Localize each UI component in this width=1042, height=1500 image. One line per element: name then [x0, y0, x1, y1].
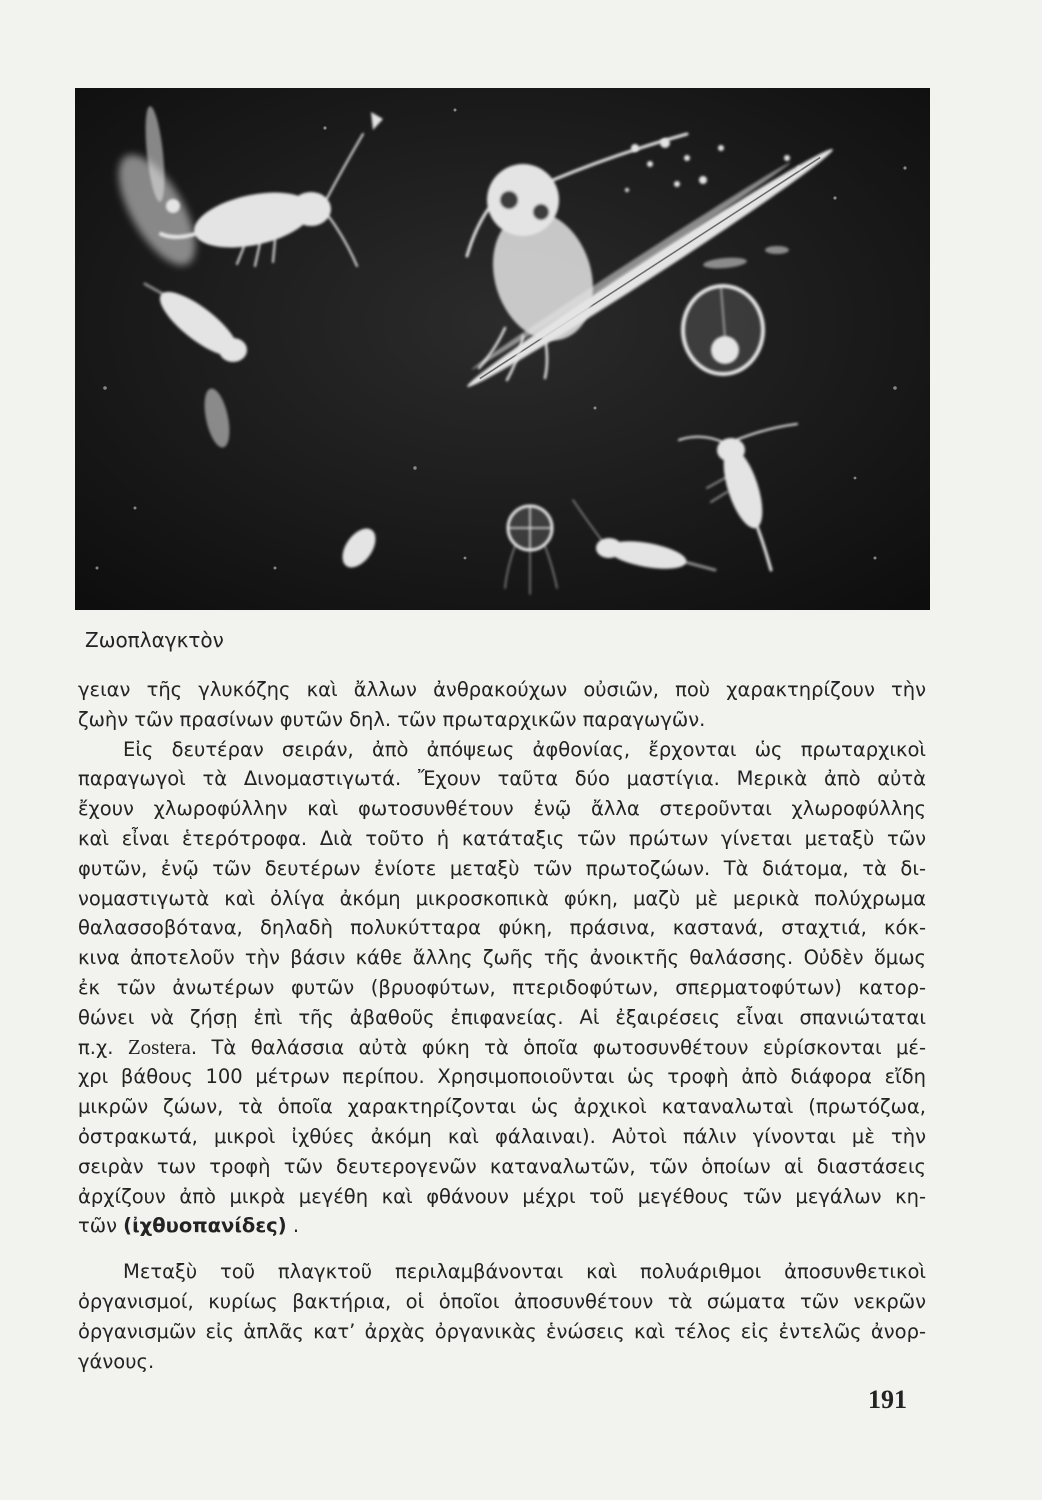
text-segment: . Τὰ θαλάσσια αὐτὰ φύκη τὰ ὁποῖα φωτοσυνθέτουν εὑρίσκονται μέ-	[190, 1035, 926, 1059]
body-text	[78, 675, 926, 1376]
paragraph-2	[78, 735, 926, 1242]
text-line: ἔχουν χλωροφύλλην καὶ φωτοσυνθέτουν ἐνῷ ἄλλα στεροῦνται χλωροφύλλης	[78, 797, 926, 821]
text-line	[78, 1033, 926, 1063]
organism-eye	[533, 204, 549, 220]
text-segment: π.χ.	[78, 1035, 128, 1059]
species-name: Zostera	[127, 1034, 191, 1059]
text-line: χρι βάθους 100 μέτρων περίπου. Χρησιμοποιοῦνται ὡς τροφὴ ἀπὸ διάφορα εἴδη	[78, 1065, 926, 1089]
text-line: θαλασσοβότανα, δηλαδὴ πολυκύτταρα φύκη, πράσινα, καστανά, σταχτιά, κόκ-	[78, 916, 926, 940]
text-line: ἀρχίζουν ἀπὸ μικρὰ μεγέθη καὶ φθάνουν μέχρι τοῦ μεγέθους τῶν μεγάλων κη-	[78, 1184, 926, 1208]
paragraph-3	[78, 1257, 926, 1376]
organism-eye	[500, 191, 518, 209]
figure-caption: Ζωοπλαγκτὸν	[85, 628, 224, 652]
organism-larva	[765, 246, 789, 254]
zooplankton-photo	[75, 88, 930, 610]
text-line: σειρὰν των τροφὴ τῶν δευτερογενῶν καταναλωτῶν, τῶν ὁποίων αἱ διαστάσεις	[78, 1154, 926, 1178]
text-line: ὀργανισμῶν εἰς ἁπλᾶς κατ’ ἀρχὰς ὀργανικὰς ἑνώσεις καὶ τέλος εἰς ἐντελῶς ἀνορ-	[78, 1319, 926, 1343]
text-line: θώνει νὰ ζήσῃ ἐπὶ τῆς ἀβαθοῦς ἐπιφανείας. Αἱ ἐξαιρέσεις εἶναι σπανιώταται	[78, 1005, 926, 1029]
text-line: νομαστιγωτὰ καὶ ὀλίγα ἀκόμη μικροσκοπικὰ φύκη, μαζὺ μὲ μερικὰ πολύχρωμα	[78, 886, 926, 910]
organism-noctiluca	[683, 286, 763, 374]
text-line: ἐκ τῶν ἀνωτέρων φυτῶν (βρυοφύτων, πτεριδοφύτων, σπερματοφύτων) κατορ-	[78, 975, 926, 999]
text-line: ὀστρακωτά, μικροὶ ἰχθύες ἀκόμη καὶ φάλαιναι). Αὐτοὶ πάλιν γίνονται μὲ τὴν	[78, 1124, 926, 1148]
text-line: μικρῶν ζώων, τὰ ὁποῖα χαρακτηρίζονται ὡς ἀρχικοὶ καταναλωταὶ (πρωτόζωα,	[78, 1095, 926, 1119]
text-line: γειαν τῆς γλυκόζης καὶ ἄλλων ἀνθρακούχων οὐσιῶν, ποὺ χαρακτηρίζουν τὴν	[78, 678, 926, 701]
text-segment: .	[286, 1214, 300, 1238]
text-line: γάνους.	[78, 1349, 155, 1373]
text-segment: τῶν	[78, 1214, 124, 1238]
text-line	[78, 1211, 926, 1241]
text-line: παραγωγοὶ τὰ Δινομαστιγωτά. Ἔχουν ταῦτα δύο μαστίγια. Μερικὰ ἀπὸ αὐτὰ	[78, 767, 926, 791]
text-line: φυτῶν, ἐνῷ τῶν δευτέρων ἐνίοτε μεταξὺ τῶν πρωτοζώων. Τὰ διάτομα, τὰ δι-	[78, 856, 926, 880]
text-line: ὀργανισμοί, κυρίως βακτήρια, οἱ ὁποῖοι ἀποσυνθέτουν τὰ σώματα τῶν νεκρῶν	[78, 1289, 926, 1313]
text-line: Μεταξὺ τοῦ πλαγκτοῦ περιλαμβάνονται καὶ πολυάριθμοι ἀποσυνθετικοὶ	[123, 1260, 926, 1284]
text-line: Εἰς δευτέραν σειράν, ἀπὸ ἀπόψεως ἀφθονίας, ἔρχονται ὡς πρωταρχικοὶ	[123, 737, 926, 761]
text-line: κινα ἀποτελοῦν τὴν βάσιν κάθε ἄλλης ζωῆς τῆς ἀνοικτῆς θαλάσσης. Οὐδὲν ὅμως	[78, 946, 926, 970]
page-number: 191	[868, 1385, 907, 1414]
paragraph-1	[78, 675, 926, 735]
text-line: ζωὴν τῶν πρασίνων φυτῶν δηλ. τῶν πρωταρχικῶν παραγωγῶν.	[78, 707, 706, 731]
text-line: καὶ εἶναι ἑτερότροφα. Διὰ τοῦτο ἡ κατάταξις τῶν πρώτων γίνεται μεταξὺ τῶν	[78, 826, 926, 850]
bold-term: (ἰχθυοπανίδες)	[123, 1214, 287, 1238]
